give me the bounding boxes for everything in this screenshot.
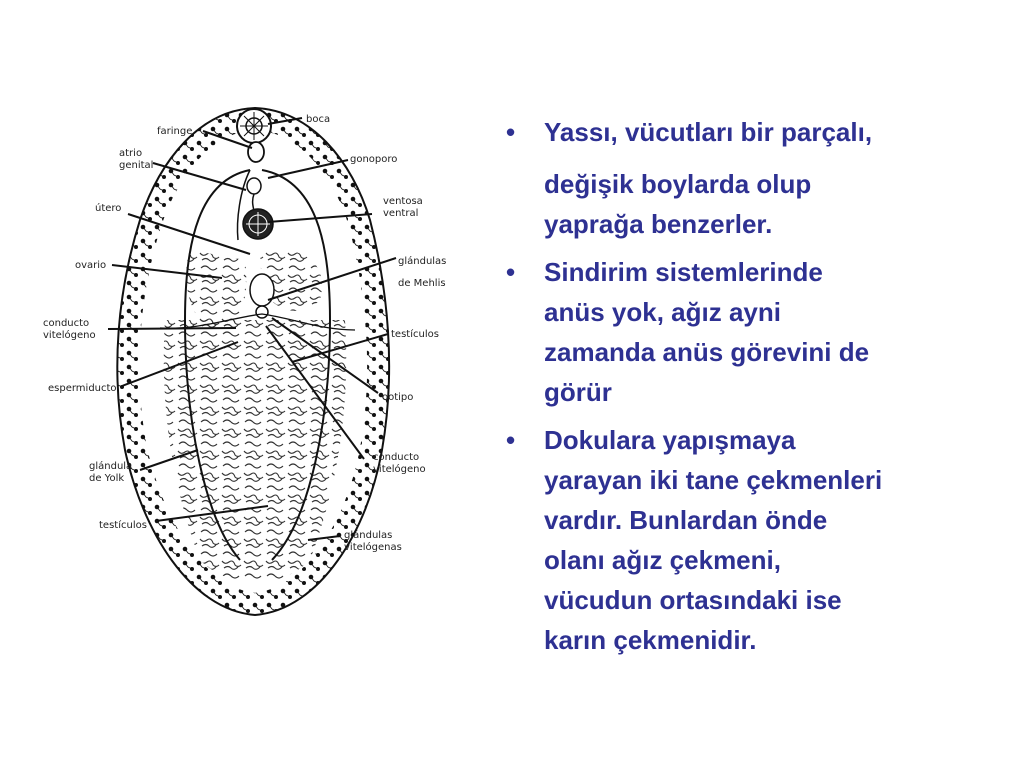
- label-conducto-vitelogeno-left: [43, 318, 96, 342]
- bullet-item: [506, 112, 1006, 244]
- label-glandulas-vitelogenas-line2: vitelógenas: [344, 542, 402, 553]
- label-atrio-genital-line1: atrio: [119, 148, 143, 159]
- label-conducto-vitelogeno-left-line1: conducto: [43, 318, 90, 329]
- label-ventosa-ventral: [383, 196, 423, 220]
- bullet-line: görür: [544, 377, 612, 407]
- label-glandulas-vitelogenas-line1: glándulas: [344, 530, 393, 541]
- label-espermiducto: espermiducto: [48, 383, 117, 394]
- bullet-line: vardır. Bunlardan önde: [544, 505, 828, 535]
- bullet-item: [506, 252, 1006, 412]
- bullet-dot: •: [506, 117, 516, 147]
- bullet-line: vücudun ortasındaki ise: [544, 585, 842, 615]
- label-conducto-vitelogeno-right-line2: vitelógeno: [373, 464, 426, 475]
- label-glandula-yolk-line2: de Yolk: [89, 473, 125, 484]
- bullet-line: Dokulara yapışmaya: [544, 425, 796, 455]
- bullet-line: yarayan iki tane çekmenleri: [544, 465, 883, 495]
- label-ootipo: ootipo: [382, 392, 414, 403]
- label-glandula-yolk-line1: glándula: [89, 461, 133, 472]
- bullet-item: [506, 420, 1006, 660]
- label-conducto-vitelogeno-right: [373, 452, 426, 476]
- label-atrio-genital: [119, 148, 153, 172]
- label-utero: útero: [95, 203, 122, 214]
- bullet-dot: •: [506, 257, 516, 287]
- label-glandulas-mehlis-line1: glándulas: [398, 256, 447, 267]
- label-conducto-vitelogeno-left-line2: vitelógeno: [43, 330, 96, 341]
- bullet-line: yaprağa benzerler.: [544, 209, 773, 239]
- bullet-line: değişik boylarda olup: [544, 169, 812, 199]
- bullet-line: zamanda anüs görevini de: [544, 337, 870, 367]
- bullet-line: Yassı, vücutları bir parçalı,: [544, 117, 873, 147]
- bullet-line: anüs yok, ağız ayni: [544, 297, 781, 327]
- label-ventosa-ventral-line2: ventral: [383, 208, 419, 219]
- label-ventosa-ventral-line1: ventosa: [383, 196, 423, 207]
- bullet-line: Sindirim sistemlerinde: [544, 257, 823, 287]
- bullet-dot: •: [506, 425, 516, 455]
- label-testiculos-left: testículos: [99, 520, 147, 531]
- label-gonoporo: gonoporo: [350, 154, 398, 165]
- label-boca: boca: [306, 114, 331, 125]
- label-glandulas-mehlis-line2: de Mehlis: [398, 278, 446, 289]
- bullet-list: [506, 112, 1006, 668]
- label-testiculos-right: testículos: [391, 329, 439, 340]
- label-faringe: faringe: [157, 126, 193, 137]
- label-glandulas-vitelogenas: [344, 530, 402, 554]
- bullet-line: olanı ağız çekmeni,: [544, 545, 781, 575]
- label-glandula-yolk: [89, 461, 132, 485]
- label-atrio-genital-line2: genital: [119, 160, 154, 171]
- bullet-line: karın çekmenidir.: [544, 625, 757, 655]
- label-conducto-vitelogeno-right-line1: conducto: [373, 452, 420, 463]
- label-ovario: ovario: [75, 260, 107, 271]
- label-glandulas-mehlis: [398, 251, 446, 295]
